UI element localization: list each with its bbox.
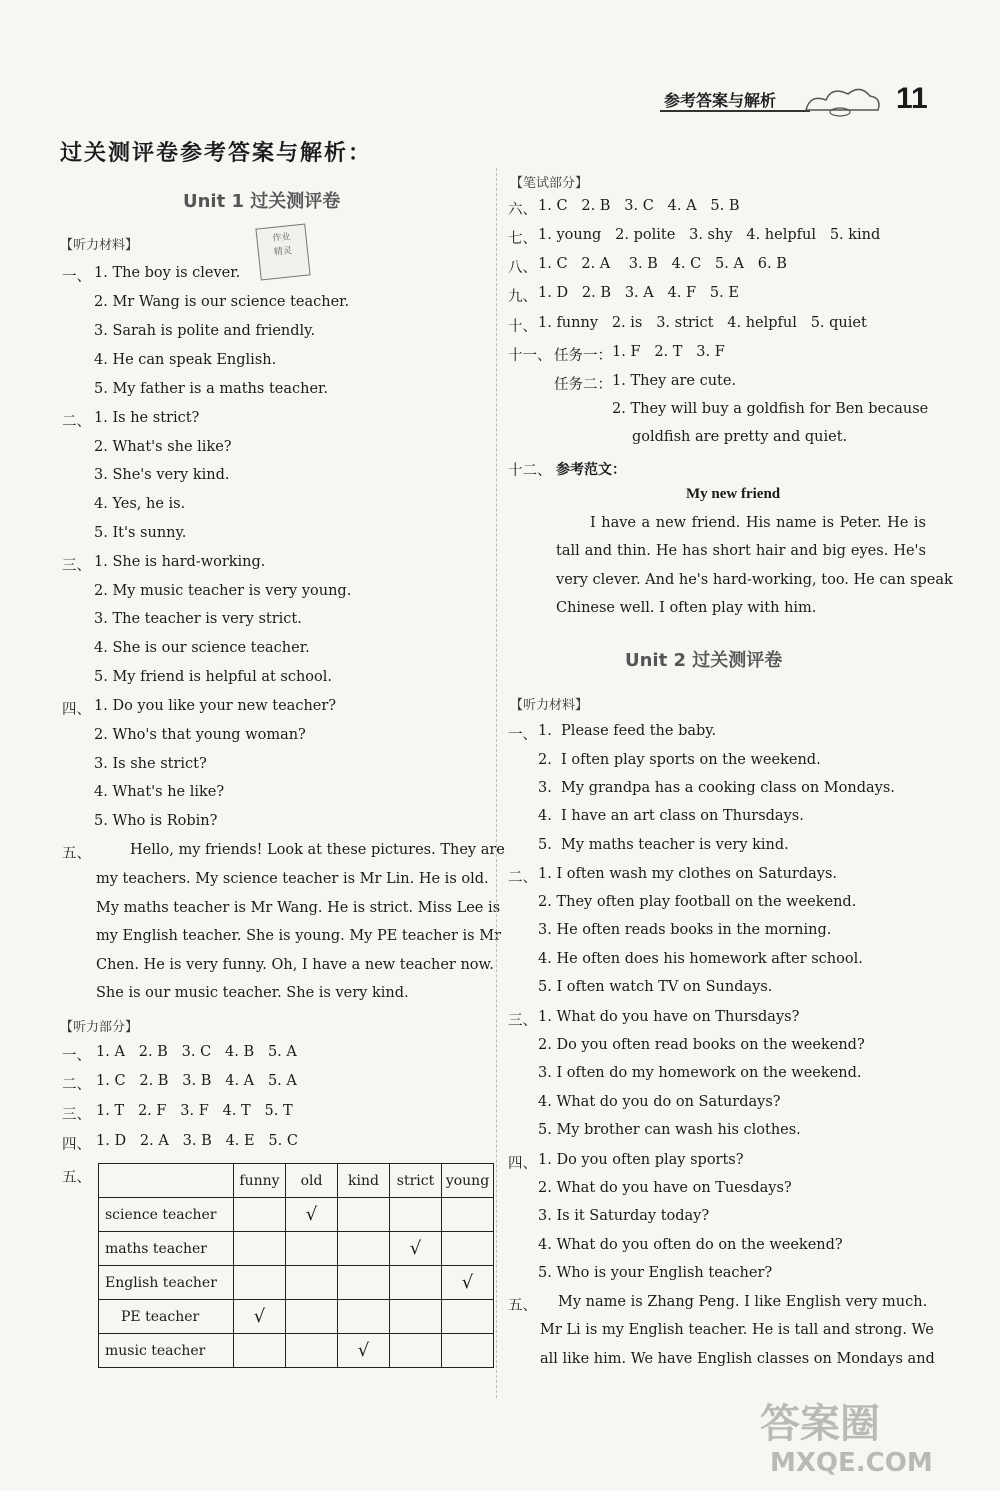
list-item: 3. She's very kind. (94, 467, 230, 483)
paragraph-line: my English teacher. She is young. My PE teacher is Mr (96, 928, 502, 944)
answer-line: 1. A 2. B 3. C 4. B 5. A (96, 1044, 297, 1060)
list-item: 1. Is he strict? (94, 410, 200, 426)
answer-number: 二、 (62, 1077, 91, 1093)
table-cell (234, 1266, 286, 1300)
table-cell (338, 1198, 390, 1232)
section-label: 【听力部分】 (60, 1020, 139, 1035)
table-cell (234, 1198, 286, 1232)
table-cell: √ (234, 1300, 286, 1334)
answer-line: 1. C 2. B 3. B 4. A 5. A (96, 1073, 297, 1089)
paragraph-line: my teachers. My science teacher is Mr Lin. He is old. (96, 871, 489, 887)
paragraph-line: My maths teacher is Mr Wang. He is strict. Miss Lee is (96, 900, 501, 916)
answer-line: 1. T 2. F 3. F 4. T 5. T (96, 1103, 293, 1119)
list-item: 2. What do you have on Tuesdays? (538, 1180, 792, 1196)
table-cell (390, 1334, 442, 1368)
list-item: 5. Who is Robin? (94, 813, 218, 829)
stamp-line-2: 精灵 (273, 246, 293, 258)
essay-title: My new friend (686, 486, 781, 502)
section-number: 三、 (62, 558, 91, 574)
answer-line: 1. C 2. B 3. C 4. A 5. B (538, 198, 740, 214)
table-cell (234, 1232, 286, 1266)
list-item: 3. I often do my homework on the weekend. (538, 1065, 862, 1081)
list-item: 1. I often wash my clothes on Saturdays. (538, 866, 838, 882)
section-number: 十二、 (508, 463, 552, 479)
list-item: 5. My father is a maths teacher. (94, 381, 328, 397)
list-item: 5. It's sunny. (94, 525, 187, 541)
paragraph-line: Mr Li is my English teacher. He is tall and strong. We (540, 1322, 934, 1338)
table-cell: √ (442, 1266, 494, 1300)
answer-number: 三、 (62, 1107, 91, 1123)
table-cell (442, 1198, 494, 1232)
list-item: 2. I often play sports on the weekend. (538, 752, 821, 768)
section-number: 四、 (62, 702, 91, 718)
section-number: 三、 (508, 1013, 537, 1029)
table-cell (338, 1300, 390, 1334)
table-cell (390, 1198, 442, 1232)
list-item: 5. Who is your English teacher? (538, 1265, 773, 1281)
section-label: 【听力材料】 (60, 238, 139, 253)
paragraph-line: My name is Zhang Peng. I like English very much. (558, 1294, 928, 1310)
answer-line: 1. D 2. A 3. B 4. E 5. C (96, 1133, 298, 1149)
table-cell: √ (286, 1198, 338, 1232)
section-number: 二、 (508, 870, 537, 886)
list-item: 4. What do you do on Saturdays? (538, 1094, 781, 1110)
column-divider (496, 168, 497, 1398)
section-label: 【笔试部分】 (510, 176, 589, 191)
homework-stamp (255, 224, 310, 281)
task-answer: 2. They will buy a goldfish for Ben because (612, 401, 929, 417)
list-item: 3. Sarah is polite and friendly. (94, 323, 316, 339)
table-number: 五、 (62, 1170, 91, 1186)
header-underline (660, 110, 810, 112)
main-title: 过关测评卷参考答案与解析： (60, 141, 373, 166)
paragraph-line: all like him. We have English classes on Mondays and (540, 1351, 935, 1367)
cloud-decoration-icon (800, 80, 884, 120)
section-label: 【听力材料】 (510, 698, 589, 713)
paragraph-line: She is our music teacher. She is very kind. (96, 985, 409, 1001)
answer-line: 1. young 2. polite 3. shy 4. helpful 5. kind (538, 227, 881, 243)
table-cell (338, 1232, 390, 1266)
list-item: 4. He often does his homework after school. (538, 951, 863, 967)
header-label: 参考答案与解析 (664, 91, 777, 110)
section-number: 一、 (62, 269, 91, 285)
list-item: 3. He often reads books in the morning. (538, 922, 832, 938)
answer-line: 1. D 2. B 3. A 4. F 5. E (538, 285, 739, 301)
table-row-label: PE teacher (99, 1300, 234, 1334)
list-item: 4. What do you often do on the weekend? (538, 1237, 843, 1253)
table-row-label: music teacher (99, 1334, 234, 1368)
answer-number: 八、 (508, 260, 537, 276)
table-header-cell: funny (234, 1164, 286, 1198)
list-item: 2. Mr Wang is our science teacher. (94, 294, 350, 310)
list-item: 1. Do you often play sports? (538, 1152, 744, 1168)
list-item: 4. I have an art class on Thursdays. (538, 808, 804, 824)
table-cell (442, 1232, 494, 1266)
list-item: 1. The boy is clever. (94, 265, 241, 281)
table-header-row (99, 1164, 494, 1198)
table-row (99, 1266, 494, 1300)
list-item: 2. They often play football on the weekend. (538, 894, 857, 910)
list-item: 5. My brother can wash his clothes. (538, 1122, 801, 1138)
task-answer: goldfish are pretty and quiet. (632, 429, 848, 445)
essay-label: 参考范文： (556, 462, 626, 478)
list-item: 4. What's he like? (94, 784, 225, 800)
table-header-cell: old (286, 1164, 338, 1198)
table-cell (338, 1266, 390, 1300)
table-row-label: maths teacher (99, 1232, 234, 1266)
list-item: 5. My friend is helpful at school. (94, 669, 333, 685)
section-number: 一、 (508, 727, 537, 743)
section-number: 四、 (508, 1156, 537, 1172)
list-item: 3. The teacher is very strict. (94, 611, 302, 627)
table-cell (286, 1266, 338, 1300)
table-cell (286, 1300, 338, 1334)
table-cell (390, 1300, 442, 1334)
table-row (99, 1198, 494, 1232)
paragraph-line: Chen. He is very funny. Oh, I have a new teacher now. (96, 957, 494, 973)
watermark-logo: 答案圈 (760, 1401, 880, 1447)
list-item: 2. Who's that young woman? (94, 727, 306, 743)
answer-number: 四、 (62, 1137, 91, 1153)
section-number: 二、 (62, 414, 91, 430)
paragraph-line: I have a new friend. His name is Peter. He is (590, 515, 926, 531)
answer-number: 九、 (508, 289, 537, 305)
answer-table (98, 1163, 494, 1368)
table-row (99, 1334, 494, 1368)
table-row (99, 1300, 494, 1334)
unit1-title: Unit 1 过关测评卷 (183, 191, 341, 212)
table-header-cell: strict (390, 1164, 442, 1198)
table-cell: √ (338, 1334, 390, 1368)
paragraph-line: very clever. And he's hard-working, too. He can speak (556, 572, 953, 588)
task-label: 任务二： (554, 377, 612, 393)
paragraph-line: Chinese well. I often play with him. (556, 600, 817, 616)
list-item: 5. My maths teacher is very kind. (538, 837, 789, 853)
task-answer: 1. F 2. T 3. F (612, 344, 725, 360)
task-label: 任务一： (554, 348, 612, 364)
list-item: 1. She is hard-working. (94, 554, 266, 570)
table-row (99, 1232, 494, 1266)
task-answer: 1. They are cute. (612, 373, 737, 389)
unit2-title: Unit 2 过关测评卷 (625, 650, 783, 671)
table-cell (442, 1300, 494, 1334)
paragraph-line: Hello, my friends! Look at these pictures. They are (130, 842, 505, 858)
table-corner-cell (99, 1164, 234, 1198)
answer-number: 十、 (508, 319, 537, 335)
table-cell (286, 1334, 338, 1368)
table-cell (390, 1266, 442, 1300)
answer-number: 一、 (62, 1048, 91, 1064)
table-row-label: science teacher (99, 1198, 234, 1232)
list-item: 4. She is our science teacher. (94, 640, 310, 656)
list-item: 1. What do you have on Thursdays? (538, 1009, 800, 1025)
section-number: 五、 (508, 1298, 537, 1314)
list-item: 5. I often watch TV on Sundays. (538, 979, 773, 995)
page-number: 11 (896, 82, 928, 115)
list-item: 2. Do you often read books on the weekend? (538, 1037, 865, 1053)
table-row-label: English teacher (99, 1266, 234, 1300)
watermark-url: MXQE.COM (770, 1448, 933, 1478)
answer-number: 七、 (508, 231, 537, 247)
table-header-cell: kind (338, 1164, 390, 1198)
list-item: 3. My grandpa has a cooking class on Mondays. (538, 780, 895, 796)
list-item: 3. Is she strict? (94, 756, 207, 772)
stamp-line-1: 作业 (272, 232, 292, 244)
section-number: 十一、 (508, 348, 552, 364)
list-item: 4. Yes, he is. (94, 496, 186, 512)
list-item: 2. My music teacher is very young. (94, 583, 352, 599)
table-header-cell: young (442, 1164, 494, 1198)
table-cell (442, 1334, 494, 1368)
answer-line: 1. funny 2. is 3. strict 4. helpful 5. quiet (538, 315, 867, 331)
table-cell: √ (390, 1232, 442, 1266)
paragraph-line: tall and thin. He has short hair and big eyes. He's (556, 543, 926, 559)
list-item: 4. He can speak English. (94, 352, 277, 368)
table-cell (234, 1334, 286, 1368)
list-item: 1. Do you like your new teacher? (94, 698, 337, 714)
table-cell (286, 1232, 338, 1266)
list-item: 1. Please feed the baby. (538, 723, 717, 739)
list-item: 3. Is it Saturday today? (538, 1208, 710, 1224)
section-number: 五、 (62, 846, 91, 862)
list-item: 2. What's she like? (94, 439, 232, 455)
answer-number: 六、 (508, 202, 537, 218)
answer-line: 1. C 2. A 3. B 4. C 5. A 6. B (538, 256, 787, 272)
